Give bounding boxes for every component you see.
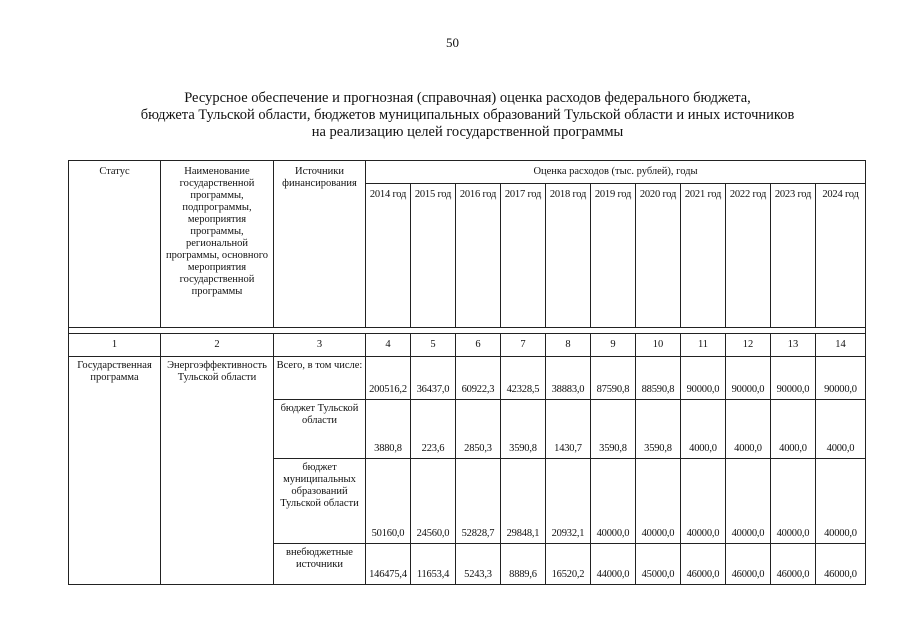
- amount-cell: 46000,0: [726, 544, 771, 585]
- title-line: на реализацию целей государственной программы: [311, 124, 624, 140]
- amount-cell: 50160,0: [366, 459, 411, 544]
- column-number: 14: [816, 334, 866, 357]
- amount-cell: 5243,3: [456, 544, 501, 585]
- amount-cell: 223,6: [411, 400, 456, 459]
- page-number: 50: [446, 35, 459, 50]
- funding-source: внебюджетные источники: [274, 544, 366, 585]
- amount-cell: 46000,0: [681, 544, 726, 585]
- column-number: 5: [411, 334, 456, 357]
- column-number: 1: [69, 334, 161, 357]
- column-number: 6: [456, 334, 501, 357]
- amount-cell: 90000,0: [681, 357, 726, 400]
- header-sources: Источники финансирования: [274, 161, 366, 328]
- amount-cell: 44000,0: [591, 544, 636, 585]
- column-number: 3: [274, 334, 366, 357]
- table-row: [69, 357, 866, 400]
- header-year: 2021 год: [681, 184, 726, 328]
- amount-cell: 24560,0: [411, 459, 456, 544]
- amount-cell: 36437,0: [411, 357, 456, 400]
- amount-cell: 11653,4: [411, 544, 456, 585]
- amount-cell: 200516,2: [366, 357, 411, 400]
- document-title: [100, 90, 835, 141]
- amount-cell: 38883,0: [546, 357, 591, 400]
- header-year: 2023 год: [771, 184, 816, 328]
- amount-cell: 1430,7: [546, 400, 591, 459]
- amount-cell: 20932,1: [546, 459, 591, 544]
- header-name: Наименование государственной программы, подпрограммы, мероприятия программы, региональной программы, основного мероприятия государственной программы: [161, 161, 274, 328]
- column-number: 10: [636, 334, 681, 357]
- amount-cell: 146475,4: [366, 544, 411, 585]
- budget-table: [68, 160, 866, 585]
- column-number-row: [69, 334, 866, 357]
- header-row: [69, 161, 866, 184]
- header-year: 2017 год: [501, 184, 546, 328]
- amount-cell: 40000,0: [816, 459, 866, 544]
- program-status: Государственная программа: [69, 357, 161, 585]
- amount-cell: 40000,0: [681, 459, 726, 544]
- header-status: Статус: [69, 161, 161, 328]
- amount-cell: 4000,0: [726, 400, 771, 459]
- column-number: 13: [771, 334, 816, 357]
- amount-cell: 90000,0: [726, 357, 771, 400]
- amount-cell: 46000,0: [816, 544, 866, 585]
- funding-source: бюджет муниципальных образований Тульской области: [274, 459, 366, 544]
- amount-cell: 90000,0: [816, 357, 866, 400]
- amount-cell: 40000,0: [591, 459, 636, 544]
- column-number: 4: [366, 334, 411, 357]
- program-name: Энергоэффективность Тульской области: [161, 357, 274, 585]
- amount-cell: 87590,8: [591, 357, 636, 400]
- header-year: 2014 год: [366, 184, 411, 328]
- column-number: 12: [726, 334, 771, 357]
- amount-cell: 4000,0: [816, 400, 866, 459]
- column-number: 9: [591, 334, 636, 357]
- amount-cell: 16520,2: [546, 544, 591, 585]
- amount-cell: 45000,0: [636, 544, 681, 585]
- column-number: 2: [161, 334, 274, 357]
- amount-cell: 4000,0: [681, 400, 726, 459]
- header-year: 2015 год: [411, 184, 456, 328]
- amount-cell: 29848,1: [501, 459, 546, 544]
- title-line: бюджета Тульской области, бюджетов муниципальных образований Тульской области и иных источников: [140, 107, 795, 123]
- amount-cell: 40000,0: [771, 459, 816, 544]
- amount-cell: 3590,8: [591, 400, 636, 459]
- header-year: 2016 год: [456, 184, 501, 328]
- funding-source: бюджет Тульской области: [274, 400, 366, 459]
- amount-cell: 88590,8: [636, 357, 681, 400]
- header-estimate: Оценка расходов (тыс. рублей), годы: [366, 161, 866, 184]
- column-number: 8: [546, 334, 591, 357]
- column-number: 11: [681, 334, 726, 357]
- header-year: 2022 год: [726, 184, 771, 328]
- title-line: Ресурсное обеспечение и прогнозная (справочная) оценка расходов федерального бюджета,: [184, 90, 751, 106]
- amount-cell: 3590,8: [501, 400, 546, 459]
- funding-source: Всего, в том числе:: [274, 357, 366, 400]
- amount-cell: 3590,8: [636, 400, 681, 459]
- header-year: 2019 год: [591, 184, 636, 328]
- amount-cell: 52828,7: [456, 459, 501, 544]
- amount-cell: 40000,0: [726, 459, 771, 544]
- amount-cell: 3880,8: [366, 400, 411, 459]
- amount-cell: 2850,3: [456, 400, 501, 459]
- header-year: 2024 год: [816, 184, 866, 328]
- header-year: 2018 год: [546, 184, 591, 328]
- amount-cell: 90000,0: [771, 357, 816, 400]
- header-year: 2020 год: [636, 184, 681, 328]
- column-number: 7: [501, 334, 546, 357]
- amount-cell: 42328,5: [501, 357, 546, 400]
- amount-cell: 60922,3: [456, 357, 501, 400]
- amount-cell: 4000,0: [771, 400, 816, 459]
- amount-cell: 8889,6: [501, 544, 546, 585]
- amount-cell: 40000,0: [636, 459, 681, 544]
- amount-cell: 46000,0: [771, 544, 816, 585]
